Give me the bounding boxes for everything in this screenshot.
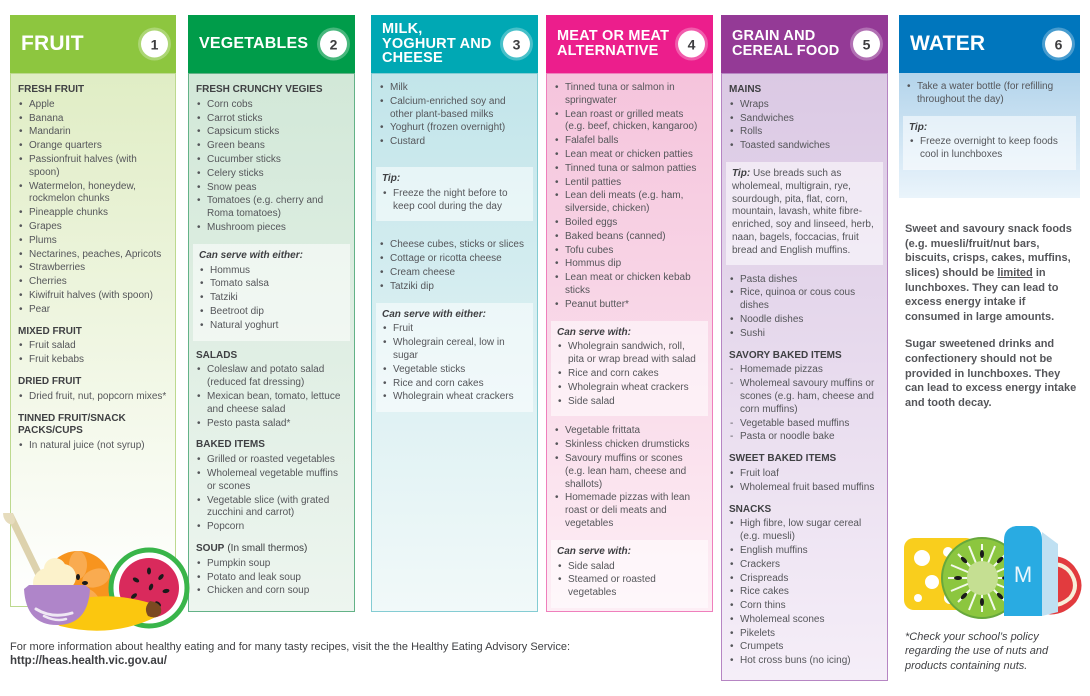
list-item: • Corn cobs bbox=[196, 99, 347, 112]
list-item: • Tofu cubes bbox=[554, 245, 705, 258]
list-item: • Sandwiches bbox=[729, 113, 880, 126]
list-item: • Crispreads bbox=[729, 573, 880, 586]
section bbox=[729, 350, 880, 445]
list-item: • Chicken and corn soup bbox=[196, 585, 347, 598]
list-item: • Cheese cubes, sticks or slices bbox=[379, 239, 530, 252]
column-body-vegetables bbox=[188, 73, 355, 612]
item-list bbox=[199, 265, 344, 333]
list-item: • Cucumber sticks bbox=[196, 154, 347, 167]
section-heading-text: MIXED FRUIT bbox=[18, 325, 82, 337]
section-heading bbox=[196, 350, 347, 363]
list-item: • Lentil patties bbox=[554, 177, 705, 190]
list-item: • Lean meat or chicken patties bbox=[554, 149, 705, 162]
list-item: • Milk bbox=[379, 82, 530, 95]
footer-url: http://heas.health.vic.gov.au/ bbox=[10, 655, 167, 667]
list-item: • Beetroot dip bbox=[199, 306, 344, 319]
section bbox=[196, 84, 347, 235]
list-item: • Wholegrain wheat crackers bbox=[382, 391, 527, 404]
list-item: • Calcium-enriched soy and other plant-based milks bbox=[379, 96, 530, 122]
list-item: • Cottage or ricotta cheese bbox=[379, 253, 530, 266]
milk-carton-icon bbox=[1004, 526, 1058, 616]
column-title: VEGETABLES bbox=[199, 34, 309, 52]
item-list bbox=[729, 364, 880, 444]
list-item: • Side salad bbox=[557, 561, 702, 574]
list-item: • Cream cheese bbox=[379, 267, 530, 280]
item-list bbox=[382, 188, 527, 214]
list-item: • Tomatoes (e.g. cherry and Roma tomatoes) bbox=[196, 195, 347, 221]
list-item: • Rolls bbox=[729, 126, 880, 139]
section-heading bbox=[196, 543, 347, 556]
item-list bbox=[554, 425, 705, 530]
item-list bbox=[729, 518, 880, 668]
list-item: • Celery sticks bbox=[196, 168, 347, 181]
list-item: • Coleslaw and potato salad (reduced fat dressing) bbox=[196, 364, 347, 390]
list-item: • Wholegrain cereal, low in sugar bbox=[382, 337, 527, 363]
section-heading-text: FRESH FRUIT bbox=[18, 84, 85, 95]
list-item: • Fruit salad bbox=[18, 340, 168, 353]
list-item: • Plums bbox=[18, 235, 168, 248]
subbox-label: Tip: bbox=[382, 172, 401, 184]
number-badge: 3 bbox=[503, 31, 530, 58]
item-list bbox=[379, 239, 530, 293]
list-item: • Take a water bottle (for refilling throughout the day) bbox=[906, 81, 1073, 107]
section bbox=[903, 116, 1076, 170]
number-badge: 4 bbox=[678, 31, 705, 58]
section bbox=[729, 274, 880, 341]
footer-info-text: For more information about healthy eating and for many tasty recipes, visit the the Healthy Eating Advisory Service: bbox=[10, 641, 571, 653]
item-list bbox=[18, 391, 168, 404]
list-item: • Rice cakes bbox=[729, 586, 880, 599]
column-title: GRAIN AND CEREAL FOOD bbox=[732, 28, 840, 59]
item-list bbox=[18, 440, 168, 453]
list-item: • Hot cross buns (no icing) bbox=[729, 655, 880, 668]
section-heading-text: DRIED FRUIT bbox=[18, 375, 82, 387]
milk-carton-letter: M bbox=[1013, 562, 1033, 587]
list-item: • Fruit bbox=[382, 323, 527, 336]
section-heading bbox=[729, 350, 880, 363]
list-item: • Boiled eggs bbox=[554, 217, 705, 230]
number-badge: 2 bbox=[320, 31, 347, 58]
item-list bbox=[196, 99, 347, 235]
list-item: • Vegetable sticks bbox=[382, 364, 527, 377]
item-list bbox=[196, 454, 347, 534]
section-heading-text: SWEET BAKED ITEMS bbox=[729, 453, 837, 465]
section bbox=[18, 376, 168, 404]
item-list bbox=[729, 274, 880, 341]
number-badge: 1 bbox=[141, 31, 168, 58]
section-heading bbox=[729, 504, 880, 517]
list-item: • Dried fruit, nut, popcorn mixes* bbox=[18, 391, 168, 404]
list-item: • Crumpets bbox=[729, 641, 880, 654]
section bbox=[196, 439, 347, 534]
list-item: • Falafel balls bbox=[554, 135, 705, 148]
list-item: • Lean roast or grilled meats (e.g. beef, chicken, kangaroo) bbox=[554, 109, 705, 135]
list-item: • Mushroom pieces bbox=[196, 222, 347, 235]
list-item: • Fruit kebabs bbox=[18, 354, 168, 367]
section-heading-text: BAKED ITEMS bbox=[196, 439, 265, 451]
column-title: WATER bbox=[910, 32, 986, 56]
item-list bbox=[909, 136, 1070, 162]
list-item: • Skinless chicken drumsticks bbox=[554, 439, 705, 452]
section bbox=[729, 504, 880, 669]
list-item: • Tomato salsa bbox=[199, 278, 344, 291]
column-header-grain bbox=[721, 15, 888, 73]
list-item: • Homemade pizzas with lean roast or deli meats and vegetables bbox=[554, 492, 705, 530]
list-item: • Toasted sandwiches bbox=[729, 140, 880, 153]
section bbox=[376, 167, 533, 221]
list-item: • Snow peas bbox=[196, 182, 347, 195]
section bbox=[726, 162, 883, 265]
spoon-icon bbox=[1, 513, 42, 581]
snack-illustration bbox=[898, 510, 1086, 632]
list-item: • Capsicum sticks bbox=[196, 126, 347, 139]
sugar-warning-paragraph: Sugar sweetened drinks and confectionery should not be provided in lunchboxes. They can lead to excess energy intake and tooth decay. bbox=[905, 338, 1077, 409]
list-item: • Freeze overnight to keep foods cool in lunchboxes bbox=[909, 136, 1070, 162]
column-title: MILK, YOGHURT AND CHEESE bbox=[382, 20, 492, 67]
list-item: • Popcorn bbox=[196, 521, 347, 534]
list-item: • In natural juice (not syrup) bbox=[18, 440, 168, 453]
list-item: • Mandarin bbox=[18, 126, 168, 139]
list-item: - Vegetable based muffins bbox=[729, 418, 880, 431]
list-item: • Cherries bbox=[18, 276, 168, 289]
list-item: • Peanut butter* bbox=[554, 299, 705, 312]
list-item: - Homemade pizzas bbox=[729, 364, 880, 377]
fruit-illustration bbox=[0, 513, 192, 640]
column-milk bbox=[371, 15, 538, 612]
column-header-meat bbox=[546, 15, 713, 73]
list-item: • Wholemeal scones bbox=[729, 614, 880, 627]
section-heading-text: TINNED FRUIT/SNACK PACKS/CUPS bbox=[18, 412, 126, 437]
column-header-vegetables bbox=[188, 15, 355, 73]
list-item: • Apple bbox=[18, 99, 168, 112]
column-body-meat bbox=[546, 73, 713, 612]
subbox-label: Can serve with either: bbox=[199, 249, 303, 261]
column-header-water bbox=[899, 15, 1080, 73]
list-item: • Lean deli meats (e.g. ham, silverside, chicken) bbox=[554, 190, 705, 216]
section-heading-text: SNACKS bbox=[729, 503, 772, 515]
list-item: • Savoury muffins or scones (e.g. lean ham, cheese and shallots) bbox=[554, 453, 705, 491]
list-item: • Steamed or roasted vegetables bbox=[557, 574, 702, 600]
list-item: • Pesto pasta salad* bbox=[196, 418, 347, 431]
section bbox=[379, 239, 530, 293]
list-item: • Wholegrain wheat crackers bbox=[557, 382, 702, 395]
item-list bbox=[557, 341, 702, 408]
section bbox=[729, 84, 880, 153]
list-item: • Green beans bbox=[196, 140, 347, 153]
item-list bbox=[554, 82, 705, 312]
list-item: - Wholemeal savoury muffins or scones (e.g. ham, cheese and corn muffins) bbox=[729, 378, 880, 416]
column-vegetables bbox=[188, 15, 355, 612]
section bbox=[554, 82, 705, 312]
section-heading-text: SALADS bbox=[196, 349, 238, 361]
section bbox=[376, 303, 533, 413]
list-item: • Grapes bbox=[18, 221, 168, 234]
section-heading bbox=[18, 326, 168, 339]
section bbox=[18, 84, 168, 317]
column-title: MEAT OR MEAT ALTERNATIVE bbox=[557, 28, 670, 59]
tip-label: Tip: bbox=[732, 167, 751, 179]
section bbox=[18, 326, 168, 367]
section bbox=[196, 350, 347, 431]
item-list bbox=[18, 99, 168, 317]
list-item: • Pineapple chunks bbox=[18, 207, 168, 220]
column-title: FRUIT bbox=[21, 32, 84, 56]
list-item: • Pikelets bbox=[729, 628, 880, 641]
section-heading bbox=[729, 453, 880, 466]
column-grain bbox=[721, 15, 888, 681]
list-item: • Grilled or roasted vegetables bbox=[196, 454, 347, 467]
column-meat bbox=[546, 15, 713, 612]
column-body-grain bbox=[721, 73, 888, 681]
section-heading-text: SOUP bbox=[196, 542, 225, 554]
list-item: • Potato and leak soup bbox=[196, 572, 347, 585]
list-item: • Rice and corn cakes bbox=[557, 368, 702, 381]
subbox-label: Can serve with: bbox=[557, 545, 631, 557]
footer bbox=[10, 641, 570, 667]
number-badge: 5 bbox=[853, 31, 880, 58]
limited-underlined-word: limited bbox=[997, 266, 1033, 279]
subbox-label: Tip: bbox=[909, 121, 928, 133]
list-item: • Passionfruit halves (with spoon) bbox=[18, 154, 168, 180]
item-list bbox=[729, 99, 880, 153]
list-item: • Hommus bbox=[199, 265, 344, 278]
list-item: • Banana bbox=[18, 113, 168, 126]
list-item: • Noodle dishes bbox=[729, 314, 880, 327]
list-item: • Watermelon, honeydew, rockmelon chunks bbox=[18, 181, 168, 207]
section bbox=[196, 543, 347, 598]
list-item: • Tinned tuna or salmon in springwater bbox=[554, 82, 705, 108]
item-list bbox=[729, 468, 880, 495]
list-item: - Pasta or noodle bake bbox=[729, 431, 880, 444]
section-heading bbox=[196, 439, 347, 452]
list-item: • Wholemeal fruit based muffins bbox=[729, 482, 880, 495]
tip-text bbox=[732, 168, 877, 258]
nuts-policy-note: *Check your school’s policy regarding the use of nuts and products containing nuts. bbox=[905, 631, 1049, 672]
section-heading-text: FRESH CRUNCHY VEGIES bbox=[196, 84, 323, 95]
list-item: • Yoghurt (frozen overnight) bbox=[379, 122, 530, 135]
list-item: • Wholemeal vegetable muffins or scones bbox=[196, 468, 347, 494]
list-item: • Wholegrain sandwich, roll, pita or wrap bread with salad bbox=[557, 341, 702, 367]
column-header-milk bbox=[371, 15, 538, 73]
tip-body-text: Use breads such as wholemeal, multigrain, rye, sourdough, pita, flat, corn, mountain, lavash, white fibre-enriched, soy and linseed, herb, naan, bagels, foccacias, fruit bread and English muffins. bbox=[732, 167, 874, 256]
section-heading-note: (In small thermos) bbox=[227, 542, 308, 554]
section bbox=[379, 82, 530, 149]
column-body-milk bbox=[371, 73, 538, 612]
item-list bbox=[196, 364, 347, 430]
list-item: • Corn thins bbox=[729, 600, 880, 613]
list-item: • Wraps bbox=[729, 99, 880, 112]
list-item: • Hommus dip bbox=[554, 258, 705, 271]
list-item: • Fruit loaf bbox=[729, 468, 880, 481]
list-item: • Vegetable frittata bbox=[554, 425, 705, 438]
list-item: • Custard bbox=[379, 136, 530, 149]
number-badge: 6 bbox=[1045, 31, 1072, 58]
list-item: • Sushi bbox=[729, 328, 880, 341]
list-item: • High fibre, low sugar cereal (e.g. muesli) bbox=[729, 518, 880, 544]
list-item: • Vegetable slice (with grated zucchini and carrot) bbox=[196, 495, 347, 521]
item-list bbox=[196, 558, 347, 598]
section bbox=[551, 540, 708, 608]
list-item: • Freeze the night before to keep cool during the day bbox=[382, 188, 527, 214]
snack-warning-paragraph: Sweet and savoury snack foods (e.g. muesli/fruit/nut bars, biscuits, crisps, cakes, muffins, slices) should be limited in lunchboxes. They can lead to excess energy intake if consumed in large amounts. bbox=[905, 223, 1072, 323]
list-item: • Mexican bean, tomato, lettuce and cheese salad bbox=[196, 391, 347, 417]
section-heading bbox=[18, 413, 168, 439]
list-item: • Carrot sticks bbox=[196, 113, 347, 126]
column-header-fruit bbox=[10, 15, 176, 73]
list-item: • English muffins bbox=[729, 545, 880, 558]
list-item: • Side salad bbox=[557, 396, 702, 409]
section-heading-text: MAINS bbox=[729, 84, 762, 95]
section bbox=[551, 321, 708, 417]
list-item: • Pear bbox=[18, 304, 168, 317]
list-item: • Baked beans (canned) bbox=[554, 231, 705, 244]
section bbox=[729, 453, 880, 494]
section bbox=[193, 244, 350, 341]
list-item: • Strawberries bbox=[18, 262, 168, 275]
list-item: • Lean meat or chicken kebab sticks bbox=[554, 272, 705, 298]
section-heading bbox=[18, 84, 168, 97]
list-item: • Crackers bbox=[729, 559, 880, 572]
section bbox=[554, 425, 705, 530]
list-item: • Pasta dishes bbox=[729, 274, 880, 287]
list-item: • Pumpkin soup bbox=[196, 558, 347, 571]
list-item: • Natural yoghurt bbox=[199, 320, 344, 333]
section-heading-text: SAVORY BAKED ITEMS bbox=[729, 349, 842, 361]
section-heading bbox=[729, 84, 880, 97]
section bbox=[906, 81, 1073, 107]
list-item: • Tatziki bbox=[199, 292, 344, 305]
item-list bbox=[18, 340, 168, 367]
list-item: • Tinned tuna or salmon patties bbox=[554, 163, 705, 176]
list-item: • Orange quarters bbox=[18, 140, 168, 153]
item-list bbox=[379, 82, 530, 149]
section-heading bbox=[196, 84, 347, 97]
item-list bbox=[906, 81, 1073, 107]
item-list bbox=[557, 561, 702, 600]
list-item: • Rice, quinoa or cous cous dishes bbox=[729, 287, 880, 313]
section bbox=[18, 413, 168, 453]
subbox-label: Can serve with: bbox=[557, 326, 631, 338]
subbox-label: Can serve with either: bbox=[382, 308, 486, 320]
list-item: • Kiwifruit halves (with spoon) bbox=[18, 290, 168, 303]
side-notes bbox=[905, 222, 1081, 424]
column-body-water bbox=[899, 73, 1080, 198]
list-item: • Tatziki dip bbox=[379, 281, 530, 294]
item-list bbox=[382, 323, 527, 404]
section-heading bbox=[18, 376, 168, 389]
list-item: • Rice and corn cakes bbox=[382, 378, 527, 391]
column-water bbox=[899, 15, 1080, 198]
list-item: • Nectarines, peaches, Apricots bbox=[18, 249, 168, 262]
